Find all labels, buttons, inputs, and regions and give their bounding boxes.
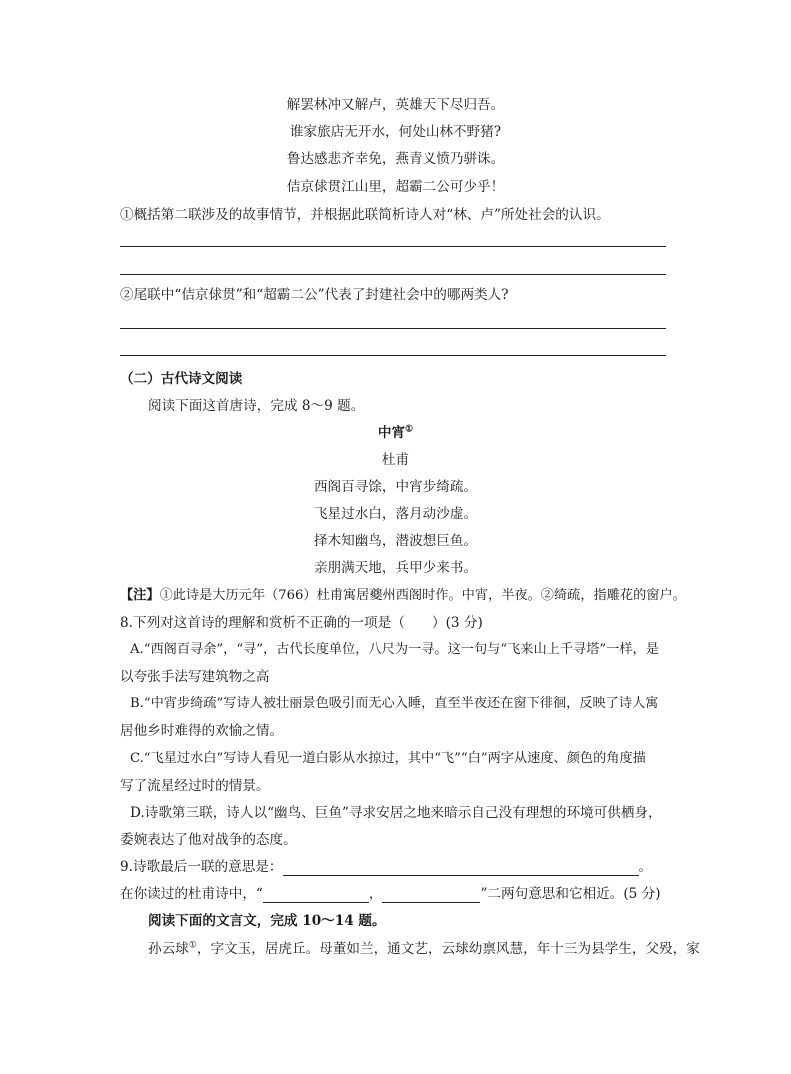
option-c-line-2: 写了流星经过时的情景。	[120, 778, 270, 794]
question-9-line-2: 在你读过的杜甫诗中，“ ， ”二两句意思和它相近。(5 分)	[120, 886, 661, 902]
option-b-line-2: 居他乡时难得的欢愉之情。	[120, 723, 284, 739]
answer-blank-3[interactable]	[382, 902, 480, 903]
poem1-line-3: 鲁达感悲齐幸免，燕青义愤乃骈诛。	[286, 151, 505, 167]
passage-first-line: 孙云球①，字文玉，居虎丘。母董如兰，通文艺，云球幼禀风慧，年十三为县学生，父殁，家	[148, 940, 700, 957]
option-c-line-1: C.“飞星过水白”写诗人看见一道白影从水掠过，其中“飞”“白”两字从速度、颜色的角度描	[130, 751, 646, 766]
question-2: ②尾联中“佶京俅贯”和“超霸二公”代表了封建社会中的哪两类人?	[120, 287, 509, 303]
poem2-line-2: 飞星过水白，落月动沙虚。	[313, 506, 478, 522]
poem1-line-4: 佶京俅贯江山里，超霸二公可少乎！	[286, 179, 505, 195]
poem2-line-3: 择木知幽鸟，潜波想巨鱼。	[313, 533, 478, 549]
answer-line-3	[120, 328, 666, 329]
answer-blank-1[interactable]	[283, 875, 639, 876]
question-8-stem: 8.下列对这首诗的理解和赏析不正确的一项是（ ）(3 分)	[120, 615, 483, 631]
poem-note: 【注】①此诗是大历元年（766）杜甫寓居夔州西阁时作。中宵，半夜。②绮疏，指雕花的窗户。	[120, 588, 686, 603]
poem-author: 杜甫	[381, 452, 410, 468]
option-a-line-2: 以夸张手法写建筑物之高	[120, 669, 270, 685]
section-instruction: 阅读下面这首唐诗，完成 8～9 题。	[148, 398, 365, 414]
question-1: ①概括第二联涉及的故事情节，并根据此联简析诗人对“林、卢”所处社会的认识。	[120, 207, 610, 223]
answer-line-2	[120, 274, 666, 275]
poem1-line-2: 谁家旅店无开水，何处山林不野猪?	[289, 124, 502, 140]
question-9-line-1: 9.诗歌最后一联的意思是： 。	[120, 859, 653, 875]
answer-line-4	[120, 355, 666, 356]
option-b-line-1: B.“中宵步绮疏”写诗人被壮丽景色吸引而无心入睡，直至半夜还在窗下徘徊，反映了诗人寓	[130, 696, 659, 711]
section-3-instruction: 阅读下面的文言文，完成 10～14 题。	[148, 913, 386, 929]
poem2-line-4: 亲朋满天地，兵甲少来书。	[313, 560, 478, 576]
section-heading: （二）古代诗文阅读	[120, 371, 243, 387]
option-d-line-1: D.诗歌第三联，诗人以“幽鸟、巨鱼”寻求安居之地来暗示自己没有理想的环境可供栖身，	[130, 805, 662, 821]
option-a-line-1: A.“西阁百寻余”，“寻”，古代长度单位，八尺为一寻。这一句与“飞来山上千寻塔”一样，是	[130, 642, 659, 657]
poem2-line-1: 西阁百寻馀，中宵步绮疏。	[313, 479, 478, 495]
poem1-line-1: 解罢林冲又解卢，英雄天下尽归吾。	[286, 97, 505, 113]
poem-title: 中宵①	[377, 424, 414, 441]
option-d-line-2: 委婉表达了他对战争的态度。	[120, 832, 297, 848]
answer-blank-2[interactable]	[263, 902, 369, 903]
answer-line-1	[120, 246, 666, 247]
